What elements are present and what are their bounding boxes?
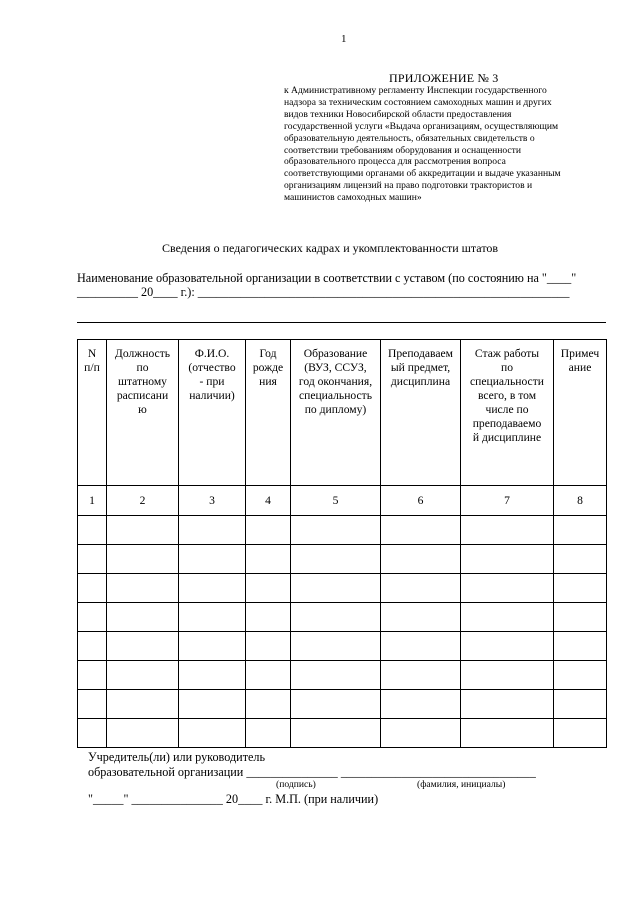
- table-cell[interactable]: [554, 516, 607, 545]
- table-cell[interactable]: [554, 545, 607, 574]
- table-cell[interactable]: [461, 574, 554, 603]
- table-cell[interactable]: [107, 516, 179, 545]
- table-cell[interactable]: [107, 574, 179, 603]
- table-cell[interactable]: [78, 516, 107, 545]
- table-cell[interactable]: [461, 632, 554, 661]
- column-number: 3: [179, 486, 246, 516]
- table-cell[interactable]: [461, 545, 554, 574]
- column-number: 7: [461, 486, 554, 516]
- header-subject: Преподаваем ый предмет, дисциплина: [381, 340, 461, 486]
- appendix-description: [284, 85, 614, 204]
- table-cell[interactable]: [246, 661, 291, 690]
- table-cell[interactable]: [78, 632, 107, 661]
- table-cell[interactable]: [107, 545, 179, 574]
- table-cell[interactable]: [78, 545, 107, 574]
- table-cell[interactable]: [554, 719, 607, 748]
- table-header-row: [78, 340, 607, 486]
- table-cell[interactable]: [179, 603, 246, 632]
- appendix-description-line: видов техники Новосибирской области предоставления: [284, 108, 512, 120]
- table-cell[interactable]: [461, 661, 554, 690]
- organization-signature-line: образовательной организации _______________ ________________________________: [88, 765, 536, 779]
- table-cell[interactable]: [381, 661, 461, 690]
- table-cell[interactable]: [179, 516, 246, 545]
- table-cell[interactable]: [291, 603, 381, 632]
- table-row: [78, 632, 607, 661]
- table-cell[interactable]: [78, 603, 107, 632]
- table-cell[interactable]: [179, 574, 246, 603]
- appendix-description-line: образовательную деятельность, обязательных свидетельств о: [284, 132, 535, 144]
- name-caption: (фамилия, инициалы): [417, 779, 506, 790]
- table-row: [78, 603, 607, 632]
- blank-fill-line: [77, 322, 606, 323]
- table-cell[interactable]: [381, 516, 461, 545]
- table-cell[interactable]: [78, 690, 107, 719]
- table-cell[interactable]: [107, 632, 179, 661]
- appendix-description-line: образовательного процесса для рассмотрения вопроса: [284, 156, 506, 168]
- appendix-title: ПРИЛОЖЕНИЕ № 3: [389, 71, 499, 85]
- column-number: 2: [107, 486, 179, 516]
- table-cell[interactable]: [179, 661, 246, 690]
- table-cell[interactable]: [246, 690, 291, 719]
- column-number: 5: [291, 486, 381, 516]
- table-cell[interactable]: [179, 719, 246, 748]
- header-position: Должность по штатному расписани ю: [107, 340, 179, 486]
- appendix-description-line: надзора за техническим состоянием самоходных машин и других: [284, 96, 552, 108]
- table-row: [78, 516, 607, 545]
- table-cell[interactable]: [381, 574, 461, 603]
- organization-name-line: Наименование образовательной организации в соответствии с уставом (по состоянию на "____": [77, 271, 577, 285]
- table-cell[interactable]: [554, 574, 607, 603]
- table-cell[interactable]: [179, 632, 246, 661]
- appendix-description-line: организациям лицензий на право подготовки трактористов и: [284, 180, 533, 192]
- founder-label: Учредитель(ли) или руководитель: [88, 750, 266, 764]
- header-education: Образование (ВУЗ, ССУЗ, год окончания, специальность по диплому): [291, 340, 381, 486]
- table-cell[interactable]: [107, 603, 179, 632]
- header-birth-year: Год рожде ния: [246, 340, 291, 486]
- table-cell[interactable]: [246, 719, 291, 748]
- table-row: [78, 545, 607, 574]
- appendix-description-line: машинистов самоходных машин»: [284, 192, 422, 204]
- appendix-description-line: государственной услуги «Выдача организациям, осуществляющим: [284, 120, 559, 132]
- column-number-row: [78, 486, 607, 516]
- table-cell[interactable]: [179, 690, 246, 719]
- table-row: [78, 719, 607, 748]
- table-cell[interactable]: [291, 661, 381, 690]
- header-full-name: Ф.И.О. (отчество - при наличии): [179, 340, 246, 486]
- table-cell[interactable]: [78, 719, 107, 748]
- table-cell[interactable]: [179, 545, 246, 574]
- table-cell[interactable]: [246, 632, 291, 661]
- organization-date-line: __________ 20____ г.): _____________________________________________________________: [77, 285, 570, 299]
- column-number: 4: [246, 486, 291, 516]
- table-cell[interactable]: [107, 690, 179, 719]
- column-number: 6: [381, 486, 461, 516]
- table-cell[interactable]: [461, 603, 554, 632]
- appendix-description-line: соответствии требованиям оборудования и оснащенности: [284, 144, 521, 156]
- table-cell[interactable]: [107, 661, 179, 690]
- table-cell[interactable]: [291, 690, 381, 719]
- signature-caption: (подпись): [276, 779, 316, 790]
- table-cell[interactable]: [291, 516, 381, 545]
- table-cell[interactable]: [554, 690, 607, 719]
- header-note: Примеч ание: [554, 340, 607, 486]
- table-cell[interactable]: [246, 516, 291, 545]
- column-number: 1: [78, 486, 107, 516]
- table-cell[interactable]: [381, 719, 461, 748]
- column-number: 8: [554, 486, 607, 516]
- table-cell[interactable]: [78, 661, 107, 690]
- table-row: [78, 690, 607, 719]
- table-cell[interactable]: [291, 574, 381, 603]
- table-cell[interactable]: [381, 545, 461, 574]
- table-cell[interactable]: [381, 632, 461, 661]
- appendix-description-line: соответствующими органами об аккредитации и выдаче указанным: [284, 168, 561, 180]
- table-cell[interactable]: [461, 516, 554, 545]
- table-cell[interactable]: [246, 545, 291, 574]
- table-cell[interactable]: [554, 632, 607, 661]
- table-cell[interactable]: [554, 661, 607, 690]
- header-experience: Стаж работы по специальности всего, в том числе по преподаваемо й дисциплине: [461, 340, 554, 486]
- table-cell[interactable]: [246, 603, 291, 632]
- table-cell[interactable]: [461, 719, 554, 748]
- table-cell[interactable]: [461, 690, 554, 719]
- table-cell[interactable]: [107, 719, 179, 748]
- table-cell[interactable]: [291, 545, 381, 574]
- table-cell[interactable]: [291, 632, 381, 661]
- table-cell[interactable]: [381, 690, 461, 719]
- table-cell[interactable]: [78, 574, 107, 603]
- appendix-description-line: к Административному регламенту Инспекции государственного: [284, 85, 547, 96]
- table-row: [78, 574, 607, 603]
- staff-table: [77, 339, 607, 748]
- document-title: Сведения о педагогических кадрах и укомплектованности штатов: [162, 241, 499, 255]
- table-cell[interactable]: [246, 574, 291, 603]
- date-stamp-line: "_____" _______________ 20____ г. М.П. (при наличии): [88, 792, 379, 806]
- table-cell[interactable]: [381, 603, 461, 632]
- page-number: 1: [341, 33, 347, 45]
- table-row: [78, 661, 607, 690]
- table-cell[interactable]: [554, 603, 607, 632]
- header-number: N п/п: [78, 340, 107, 486]
- table-cell[interactable]: [291, 719, 381, 748]
